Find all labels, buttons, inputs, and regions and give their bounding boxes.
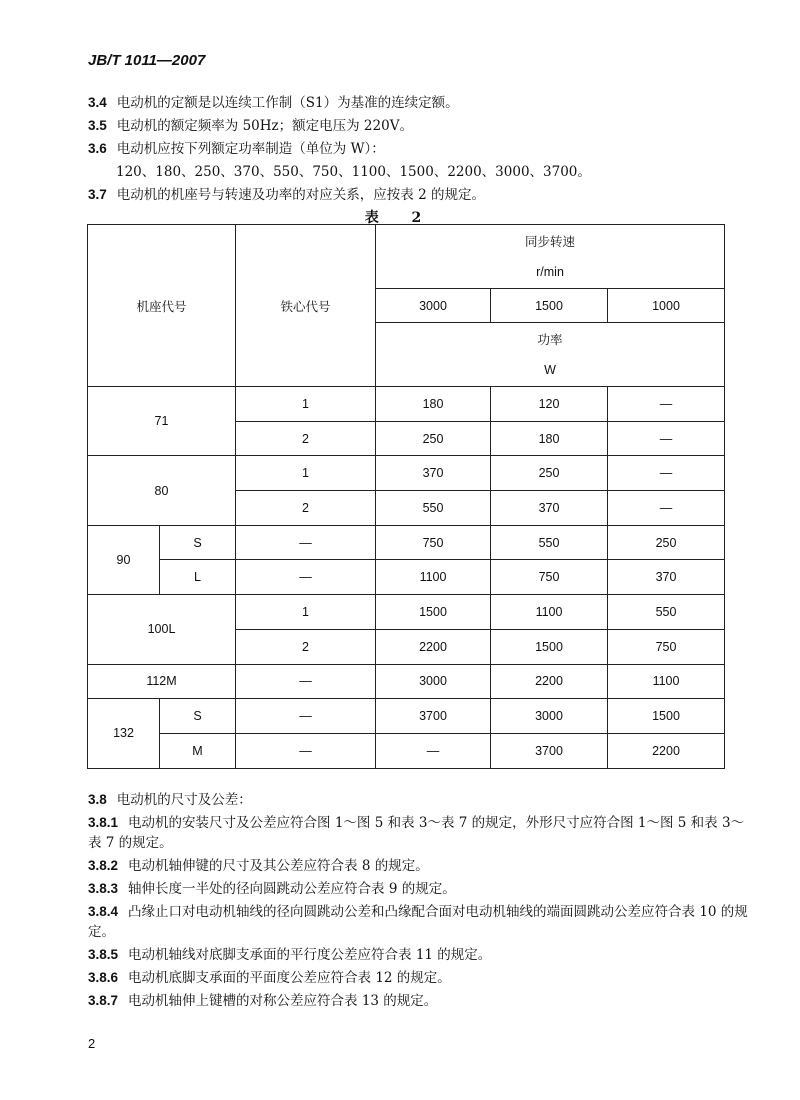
clause-number: 3.7 [88, 187, 107, 202]
power-cell: 3000 [376, 664, 491, 699]
header-power-unit: W [544, 362, 556, 377]
clause-3-8-2 [88, 856, 429, 876]
frame-cell: 100L [88, 595, 236, 664]
clause-3-7 [88, 185, 485, 205]
clause-text: 电动机的额定频率为 50Hz；额定电压为 220V。 [116, 118, 413, 134]
core-cell: — [236, 733, 376, 768]
clause-3-4 [88, 93, 459, 113]
clause-text: 120、180、250、370、550、750、1100、1500、2200、3000、3700。 [116, 164, 591, 180]
core-cell: — [236, 664, 376, 699]
power-cell: 1100 [608, 664, 725, 699]
power-cell: 180 [491, 421, 608, 456]
power-cell: 180 [376, 387, 491, 422]
clause-3-8-1 [88, 813, 748, 853]
header-sync-speed-label: 同步转速 [525, 234, 576, 249]
power-cell: 3000 [491, 699, 608, 734]
core-cell: 1 [236, 387, 376, 422]
clause-number: 3.8.3 [88, 881, 119, 896]
header-power [376, 323, 725, 387]
header-sync-speed [376, 225, 725, 289]
table-row [88, 525, 725, 560]
clause-number: 3.8.6 [88, 970, 119, 985]
power-cell: 550 [376, 491, 491, 526]
power-cell: 750 [491, 560, 608, 595]
clause-3-8 [88, 790, 252, 810]
clause-number: 3.6 [88, 141, 107, 156]
power-cell: 370 [376, 456, 491, 491]
table-row [88, 560, 725, 595]
clause-number: 3.8.7 [88, 993, 119, 1008]
power-cell: 120 [491, 387, 608, 422]
power-cell: 1100 [376, 560, 491, 595]
clause-text: 凸缘止口对电动机轴线的径向圆跳动公差和凸缘配合面对电动机轴线的端面圆跳动公差应符合表 10 的规定。 [88, 904, 748, 940]
core-cell: 1 [236, 456, 376, 491]
power-cell: — [376, 733, 491, 768]
clause-text: 电动机的尺寸及公差： [116, 792, 252, 808]
table-row [88, 664, 725, 699]
header-speed-1000: 1000 [608, 289, 725, 323]
clause-3-8-5 [88, 945, 491, 965]
clause-text: 电动机的机座号与转速及功率的对应关系，应按表 2 的规定。 [116, 187, 485, 203]
core-cell: — [236, 525, 376, 560]
table-row [88, 456, 725, 491]
sub-frame-cell: M [160, 733, 236, 768]
clause-number: 3.8 [88, 792, 107, 807]
table-row [88, 733, 725, 768]
table-title: 表 2 [364, 210, 436, 226]
power-cell: 1500 [376, 595, 491, 630]
table-row [88, 595, 725, 630]
table-row [88, 699, 725, 734]
power-cell: 550 [491, 525, 608, 560]
clause-3-8-6 [88, 968, 451, 988]
clause-number: 3.8.5 [88, 947, 119, 962]
clause-text: 电动机轴伸上键槽的对称公差应符合表 13 的规定。 [128, 993, 438, 1009]
power-cell: 1100 [491, 595, 608, 630]
header-sync-speed-unit: r/min [536, 264, 564, 279]
clause-number: 3.8.2 [88, 858, 119, 873]
clause-number: 3.5 [88, 118, 107, 133]
power-cell: 250 [608, 525, 725, 560]
power-cell: 1500 [608, 699, 725, 734]
clause-3-5 [88, 116, 413, 136]
header-power-label: 功率 [537, 332, 563, 347]
document-code: JB/T 1011—2007 [88, 52, 206, 69]
frame-cell: 80 [88, 456, 236, 525]
core-cell: 2 [236, 491, 376, 526]
clause-3-8-7 [88, 991, 437, 1011]
clause-number: 3.8.1 [88, 815, 119, 830]
clause-number: 3.4 [88, 95, 107, 110]
sub-frame-cell: S [160, 699, 236, 734]
header-speed-1500: 1500 [491, 289, 608, 323]
clause-text: 电动机轴伸键的尺寸及其公差应符合表 8 的规定。 [128, 858, 429, 874]
power-cell: 370 [608, 560, 725, 595]
clause-text: 电动机的安装尺寸及公差应符合图 1～图 5 和表 3～表 7 的规定，外形尺寸应符合图 1～图 5 和表 3～表 7 的规定。 [88, 815, 745, 851]
header-core: 铁心代号 [236, 225, 376, 387]
clause-3-8-3 [88, 879, 456, 899]
rated-power-list [116, 162, 591, 182]
power-cell: — [608, 421, 725, 456]
power-cell: 3700 [491, 733, 608, 768]
frame-cell: 132 [88, 699, 160, 768]
core-cell: — [236, 699, 376, 734]
clause-3-8-4 [88, 902, 748, 942]
header-frame: 机座代号 [88, 225, 236, 387]
sub-frame-cell: L [160, 560, 236, 595]
power-cell: — [608, 491, 725, 526]
core-cell: — [236, 560, 376, 595]
power-cell: 3700 [376, 699, 491, 734]
clause-text: 电动机的定额是以连续工作制（S1）为基准的连续定额。 [116, 95, 459, 111]
frame-cell: 112M [88, 664, 236, 699]
power-cell: 750 [608, 629, 725, 664]
power-cell: 550 [608, 595, 725, 630]
core-cell: 2 [236, 629, 376, 664]
power-cell: 2200 [491, 664, 608, 699]
power-cell: — [608, 387, 725, 422]
clause-number: 3.8.4 [88, 904, 119, 919]
clause-text: 电动机轴线对底脚支承面的平行度公差应符合表 11 的规定。 [128, 947, 492, 963]
power-cell: 2200 [376, 629, 491, 664]
sub-frame-cell: S [160, 525, 236, 560]
clause-text: 电动机应按下列额定功率制造（单位为 W）： [116, 141, 385, 157]
header-speed-3000: 3000 [376, 289, 491, 323]
frame-cell: 90 [88, 525, 160, 594]
clause-text: 电动机底脚支承面的平面度公差应符合表 12 的规定。 [128, 970, 451, 986]
core-cell: 2 [236, 421, 376, 456]
core-cell: 1 [236, 595, 376, 630]
page-number: 2 [88, 1036, 96, 1051]
power-cell: 250 [376, 421, 491, 456]
clause-3-6 [88, 139, 385, 159]
power-cell: 750 [376, 525, 491, 560]
table-2 [87, 224, 725, 769]
power-cell: 2200 [608, 733, 725, 768]
frame-cell: 71 [88, 387, 236, 456]
power-cell: 1500 [491, 629, 608, 664]
clause-text: 轴伸长度一半处的径向圆跳动公差应符合表 9 的规定。 [128, 881, 456, 897]
power-cell: 370 [491, 491, 608, 526]
power-cell: — [608, 456, 725, 491]
table-row [88, 387, 725, 422]
power-cell: 250 [491, 456, 608, 491]
